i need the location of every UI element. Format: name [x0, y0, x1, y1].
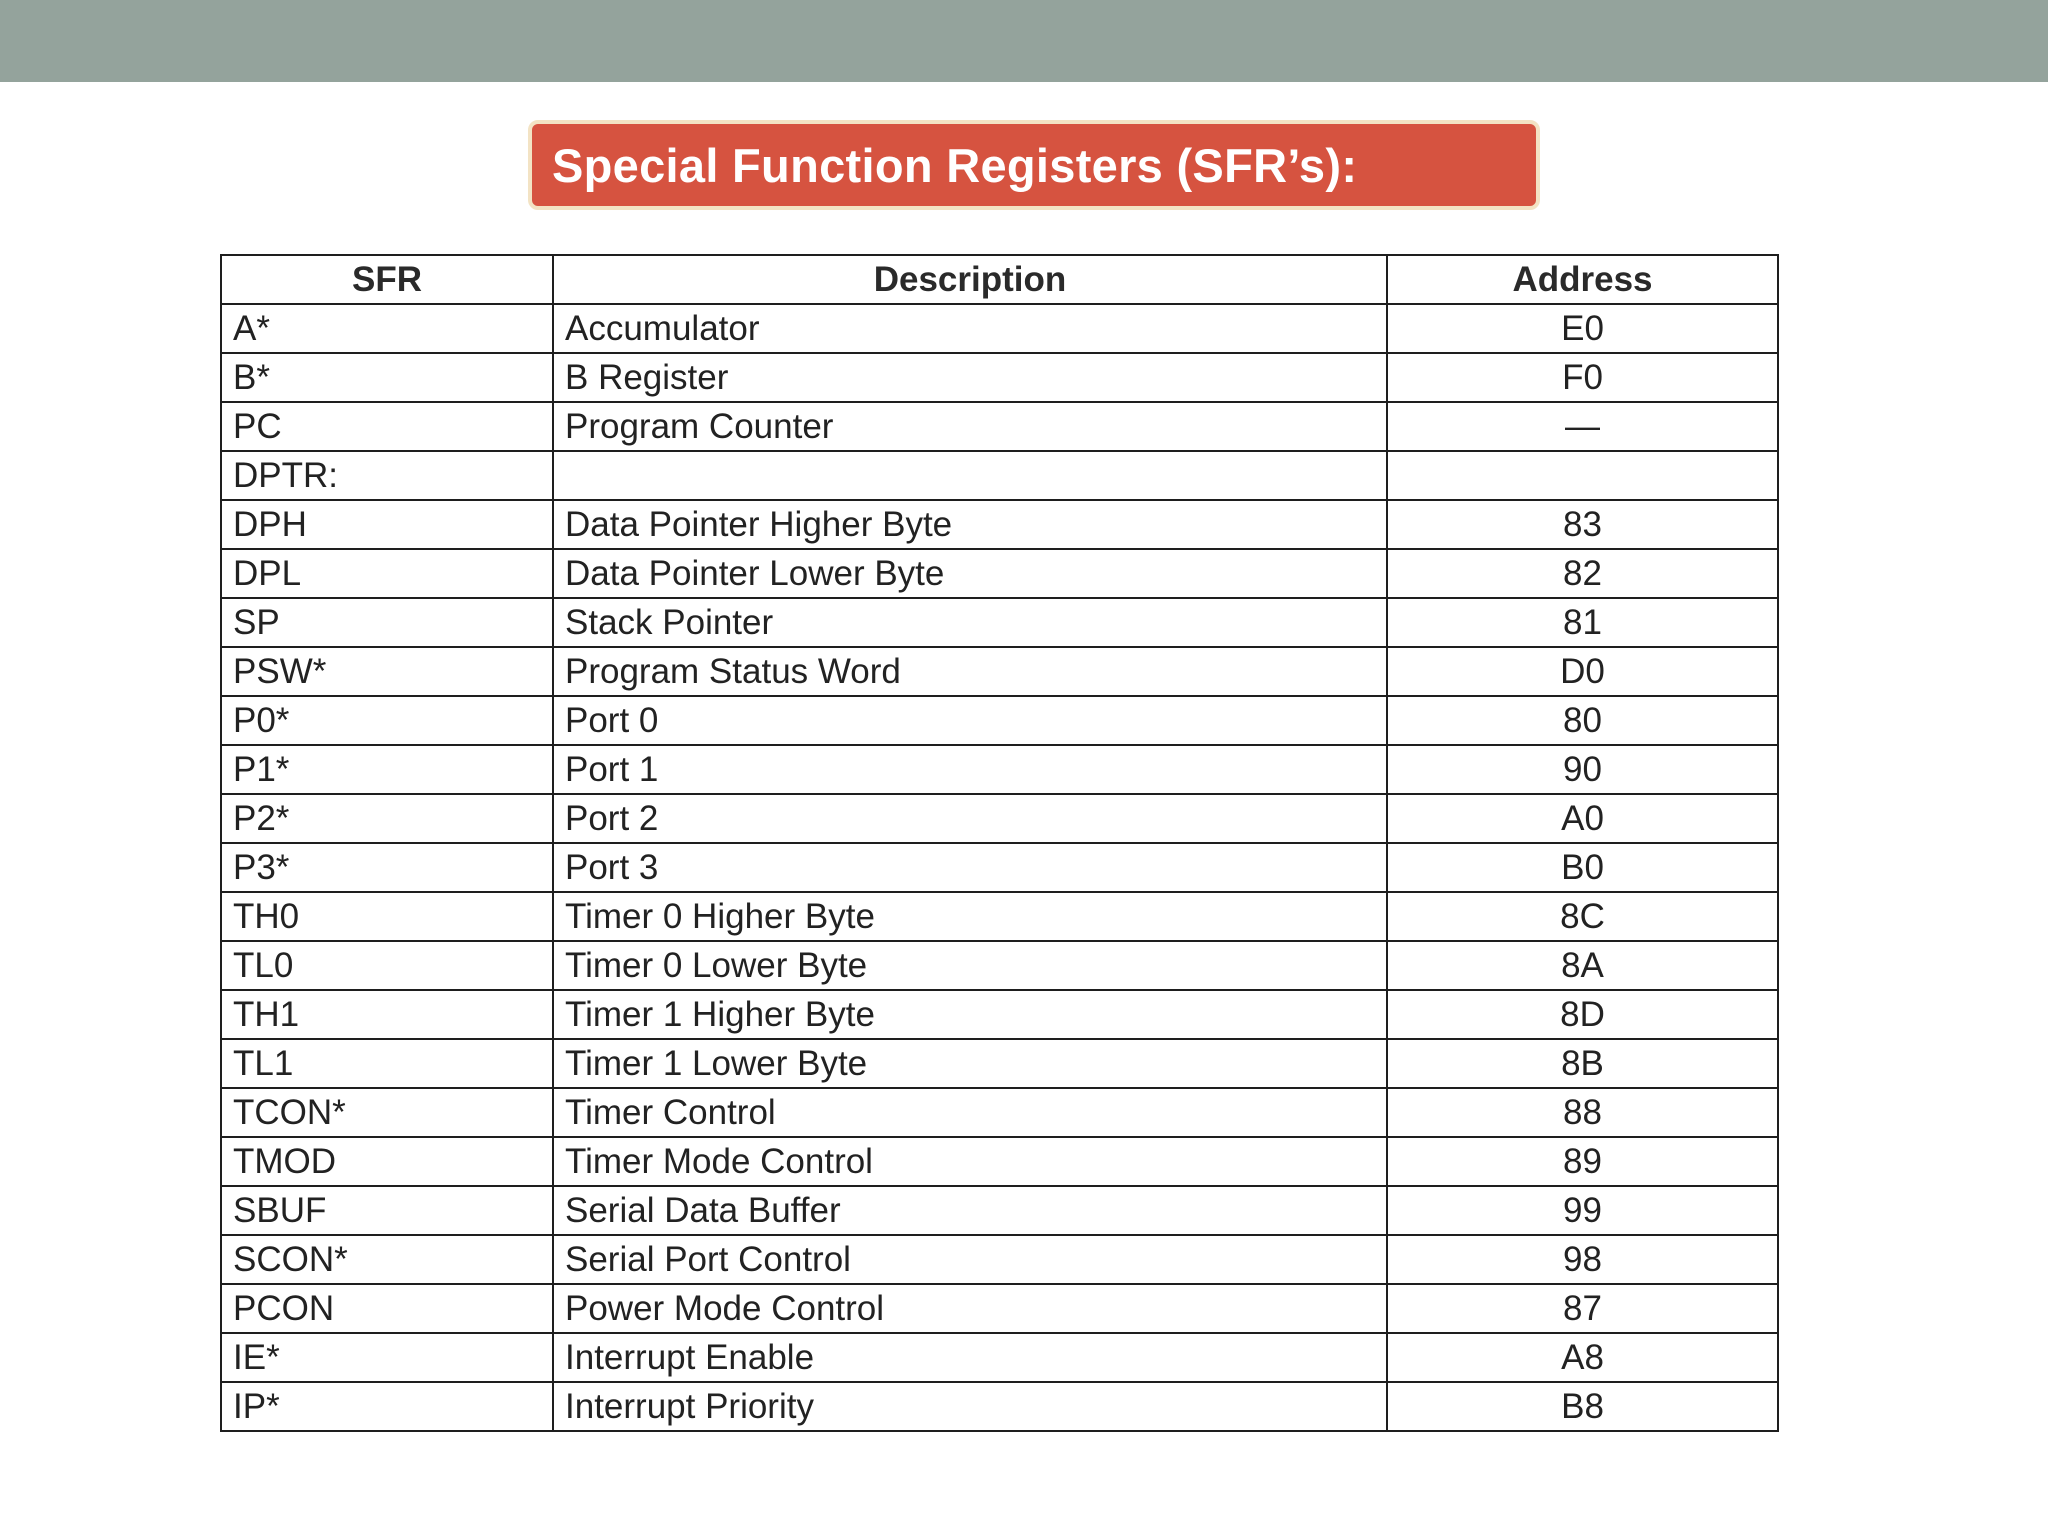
table-row [221, 402, 1778, 451]
sfr-name-cell: P0* [221, 696, 553, 745]
sfr-name-cell: DPL [221, 549, 553, 598]
address-cell: A0 [1387, 794, 1778, 843]
sfr-name-cell: SBUF [221, 1186, 553, 1235]
sfr-name-cell: DPTR: [221, 451, 553, 500]
description-cell: Timer 0 Higher Byte [553, 892, 1387, 941]
table-row [221, 1235, 1778, 1284]
table-row [221, 1333, 1778, 1382]
address-cell: 81 [1387, 598, 1778, 647]
table-row [221, 451, 1778, 500]
description-cell: Stack Pointer [553, 598, 1387, 647]
header-address: Address [1387, 255, 1778, 304]
sfr-name-cell: P3* [221, 843, 553, 892]
description-cell: Port 3 [553, 843, 1387, 892]
description-cell: Port 1 [553, 745, 1387, 794]
description-cell: Serial Port Control [553, 1235, 1387, 1284]
sfr-name-cell: A* [221, 304, 553, 353]
address-cell: A8 [1387, 1333, 1778, 1382]
description-cell: Interrupt Priority [553, 1382, 1387, 1431]
description-cell: Power Mode Control [553, 1284, 1387, 1333]
header-sfr: SFR [221, 255, 553, 304]
description-cell: Serial Data Buffer [553, 1186, 1387, 1235]
table-row [221, 304, 1778, 353]
sfr-name-cell: PCON [221, 1284, 553, 1333]
description-cell: Data Pointer Higher Byte [553, 500, 1387, 549]
table-row [221, 892, 1778, 941]
sfr-name-cell: TH1 [221, 990, 553, 1039]
page-title: Special Function Registers (SFR’s): [552, 138, 1358, 192]
table-row [221, 990, 1778, 1039]
description-cell: Interrupt Enable [553, 1333, 1387, 1382]
title-banner [528, 120, 1540, 210]
description-cell: Data Pointer Lower Byte [553, 549, 1387, 598]
description-cell [553, 451, 1387, 500]
table-row [221, 1186, 1778, 1235]
address-cell: D0 [1387, 647, 1778, 696]
address-cell: 89 [1387, 1137, 1778, 1186]
table-row [221, 549, 1778, 598]
table-row [221, 1088, 1778, 1137]
sfr-name-cell: TL0 [221, 941, 553, 990]
table-row [221, 598, 1778, 647]
table-row [221, 500, 1778, 549]
sfr-name-cell: TH0 [221, 892, 553, 941]
description-cell: Timer 1 Lower Byte [553, 1039, 1387, 1088]
address-cell: 8C [1387, 892, 1778, 941]
description-cell: Port 0 [553, 696, 1387, 745]
description-cell: Timer 1 Higher Byte [553, 990, 1387, 1039]
table-row [221, 794, 1778, 843]
table-row [221, 696, 1778, 745]
description-cell: Accumulator [553, 304, 1387, 353]
sfr-table [220, 254, 1779, 1432]
sfr-name-cell: PSW* [221, 647, 553, 696]
sfr-name-cell: P2* [221, 794, 553, 843]
address-cell: 88 [1387, 1088, 1778, 1137]
description-cell: Timer Control [553, 1088, 1387, 1137]
top-band [0, 0, 2048, 82]
address-cell: 80 [1387, 696, 1778, 745]
table-header-row [221, 255, 1778, 304]
table-row [221, 941, 1778, 990]
address-cell: 8D [1387, 990, 1778, 1039]
address-cell: 83 [1387, 500, 1778, 549]
header-description: Description [553, 255, 1387, 304]
sfr-name-cell: SP [221, 598, 553, 647]
table-row [221, 1382, 1778, 1431]
address-cell: 99 [1387, 1186, 1778, 1235]
table-row [221, 647, 1778, 696]
sfr-name-cell: TL1 [221, 1039, 553, 1088]
sfr-name-cell: IP* [221, 1382, 553, 1431]
description-cell: Program Counter [553, 402, 1387, 451]
description-cell: Program Status Word [553, 647, 1387, 696]
sfr-name-cell: IE* [221, 1333, 553, 1382]
table-row [221, 353, 1778, 402]
address-cell: F0 [1387, 353, 1778, 402]
table-row [221, 843, 1778, 892]
address-cell: 90 [1387, 745, 1778, 794]
description-cell: Timer Mode Control [553, 1137, 1387, 1186]
address-cell: 8A [1387, 941, 1778, 990]
description-cell: B Register [553, 353, 1387, 402]
address-cell: B8 [1387, 1382, 1778, 1431]
sfr-name-cell: P1* [221, 745, 553, 794]
sfr-name-cell: TCON* [221, 1088, 553, 1137]
sfr-name-cell: B* [221, 353, 553, 402]
table-body [221, 304, 1778, 1431]
table-row [221, 1137, 1778, 1186]
sfr-name-cell: PC [221, 402, 553, 451]
address-cell: 82 [1387, 549, 1778, 598]
address-cell: 98 [1387, 1235, 1778, 1284]
address-cell: 87 [1387, 1284, 1778, 1333]
address-cell [1387, 451, 1778, 500]
sfr-name-cell: SCON* [221, 1235, 553, 1284]
table-row [221, 1284, 1778, 1333]
table-row [221, 1039, 1778, 1088]
address-cell: — [1387, 402, 1778, 451]
sfr-name-cell: TMOD [221, 1137, 553, 1186]
address-cell: 8B [1387, 1039, 1778, 1088]
sfr-name-cell: DPH [221, 500, 553, 549]
table-row [221, 745, 1778, 794]
description-cell: Port 2 [553, 794, 1387, 843]
description-cell: Timer 0 Lower Byte [553, 941, 1387, 990]
address-cell: E0 [1387, 304, 1778, 353]
address-cell: B0 [1387, 843, 1778, 892]
